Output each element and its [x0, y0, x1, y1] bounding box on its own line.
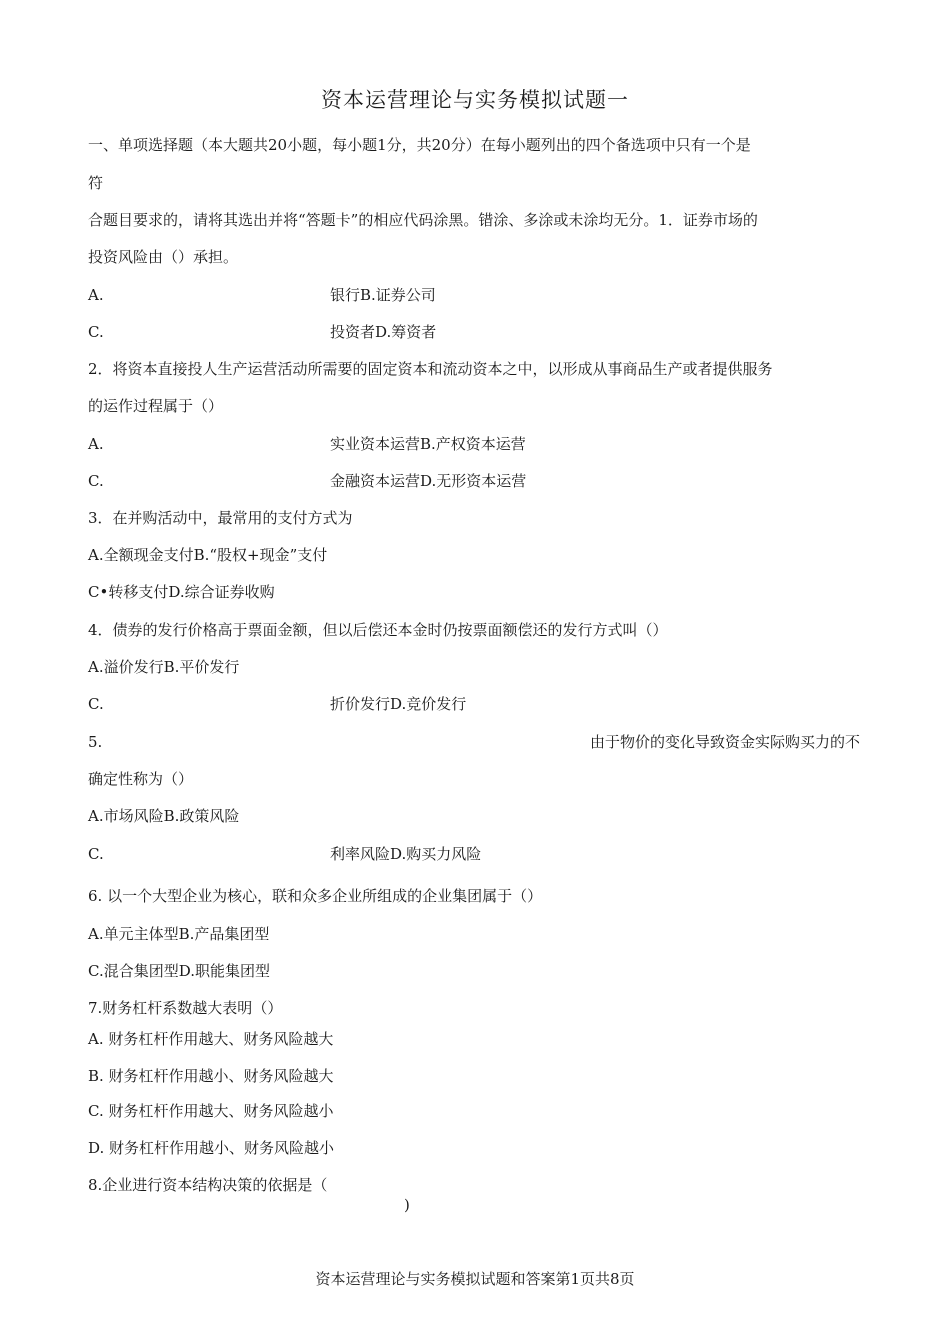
question-7-text: 7.财务杠杆系数越大表明（） [88, 999, 283, 1017]
option-text: D. 财务杠杆作用越小、财务风险越小 [88, 1139, 335, 1157]
question-1-text: 投资风险由（）承担。 [88, 248, 239, 266]
option-text: 金融资本运营D.无形资本运营 [330, 472, 527, 490]
question-5-number: 5. [88, 733, 103, 751]
option-text: A. 财务杠杆作用越大、财务风险越大 [88, 1030, 334, 1048]
option-label: C. [88, 845, 104, 863]
question-5-text: 由于物价的变化导致资金实际购买力的不 [589, 733, 860, 751]
option-text: C. 财务杠杆作用越大、财务风险越小 [88, 1102, 334, 1120]
question-2-text: 的运作过程属于（） [88, 397, 224, 415]
option-label: A. [88, 435, 104, 453]
option-label: A. [88, 286, 104, 304]
question-8-text: 8.企业进行资本结构决策的依据是（ [88, 1176, 328, 1194]
question-3-text: 3．在并购活动中，最常用的支付方式为 [88, 509, 353, 527]
option-label: C. [88, 323, 104, 341]
question-8-close-paren: ) [404, 1196, 410, 1214]
question-2-text: 2．将资本直接投人生产运营活动所需要的固定资本和流动资本之中，以形成从事商品生产或者提供服务 [88, 360, 773, 378]
page-title: 资本运营理论与实务模拟试题一 [321, 88, 629, 112]
option-text: C•转移支付D.综合证券收购 [88, 583, 275, 601]
page-footer: 资本运营理论与实务模拟试题和答案第1页共8页 [315, 1270, 635, 1288]
option-text: B. 财务杠杆作用越小、财务风险越大 [88, 1067, 334, 1085]
option-text: A.溢价发行B.平价发行 [88, 658, 240, 676]
option-text: 实业资本运营B.产权资本运营 [330, 435, 526, 453]
question-4-text: 4．债券的发行价格高于票面金额，但以后偿还本金时仍按票面额偿还的发行方式叫（） [88, 621, 668, 639]
section-heading-line: 一、单项选择题（本大题共20小题，每小题1分，共20分）在每小题列出的四个备选项中只有一个是 [88, 136, 751, 154]
section-heading-line: 合题目要求的，请将其选出并将“答题卡”的相应代码涂黑。错涂、多涂或未涂均无分。1．证券市场的 [88, 211, 758, 229]
option-text: A.全额现金支付B.“股权+现金”支付 [88, 546, 328, 564]
question-5-text: 确定性称为（） [88, 770, 194, 788]
question-6-text: 6. 以一个大型企业为核心，联和众多企业所组成的企业集团属于（） [88, 887, 543, 905]
option-text: A.市场风险B.政策风险 [88, 807, 240, 825]
section-heading-line: 符 [88, 174, 104, 192]
option-text: 投资者D.筹资者 [330, 323, 437, 341]
option-text: 银行B.证券公司 [330, 286, 436, 304]
option-label: C. [88, 695, 104, 713]
option-text: 利率风险D.购买力风险 [330, 845, 482, 863]
option-text: A.单元主体型B.产品集团型 [88, 925, 270, 943]
option-label: C. [88, 472, 104, 490]
option-text: 折价发行D.竞价发行 [330, 695, 467, 713]
option-text: C.混合集团型D.职能集团型 [88, 962, 270, 980]
